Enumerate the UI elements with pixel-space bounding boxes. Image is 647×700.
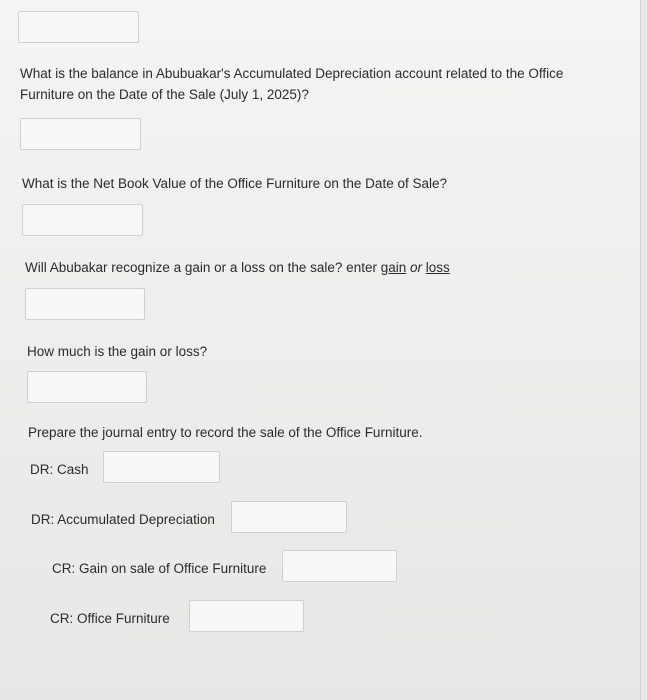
cr-gain-input[interactable] [282,550,397,582]
loss-link[interactable]: loss [425,260,450,275]
question-journal-entry: Prepare the journal entry to record the sale of the Office Furniture. [28,425,423,440]
answer-input-prior[interactable] [18,11,139,43]
cr-office-furniture-label: CR: Office Furniture [50,611,170,626]
cr-gain-label: CR: Gain on sale of Office Furniture [52,561,267,576]
question-gain-or-loss [25,257,615,278]
question-accumulated-depreciation: What is the balance in Abubuakar's Accumulated Depreciation account related to the Office Furniture on the Date of the Sale (July 1, 2025)? [20,66,564,102]
answer-input-accumulated-depreciation[interactable] [20,118,141,150]
answer-input-net-book-value[interactable] [22,204,143,236]
question-net-book-value: What is the Net Book Value of the Office Furniture on the Date of Sale? [22,176,447,191]
gain-link[interactable]: gain [380,260,407,275]
or-text: or [406,260,426,275]
dr-accumulated-depreciation-label: DR: Accumulated Depreciation [31,512,215,527]
dr-cash-input[interactable] [103,451,220,483]
answer-input-amount[interactable] [27,371,147,403]
question-gain-or-loss-text: Will Abubakar recognize a gain or a loss on the sale? enter [25,260,381,275]
dr-cash-label: DR: Cash [30,462,89,477]
answer-input-gain-or-loss[interactable] [25,288,145,320]
page-edge [640,0,647,700]
dr-accumulated-depreciation-input[interactable] [231,501,347,533]
question-amount: How much is the gain or loss? [27,344,208,359]
cr-office-furniture-input[interactable] [189,600,304,632]
